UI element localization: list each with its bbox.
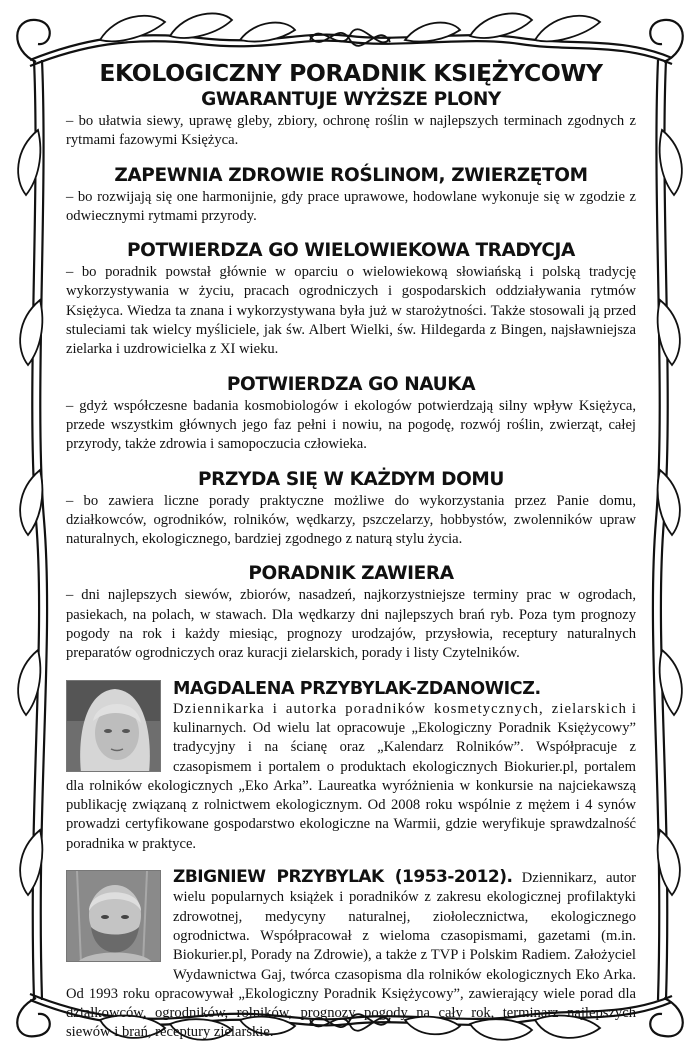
section-text: – dni najlepszych siewów, zbiorów, nasadzeń, najkorzystniejsze terminy prac w ogrodach, pasiekach, na polach, w stawach. Dla wędkarzy dni najlepszych brań ryb. Poza tym prognozy pogody na rok i każdy miesiąc, prognozy urodzajów, przysłowia, receptury naturalnych preparatów ogrodniczych oraz kuracji zielarskich, porady i listy Czytelników. — [66, 587, 636, 662]
section-heading: PORADNIK ZAWIERA — [248, 563, 454, 585]
section-text: – bo zawiera liczne porady praktyczne możliwe do wykorzystania przez Panie domu, działkowców, ogrodników, rolników, wędkarzy, pszczelarzy, hobbystów, zwolenników upraw naturalnych, ekologicznego, bardziej zgodnego z naturą stylu życia. — [66, 492, 636, 548]
section-zawiera — [66, 562, 636, 663]
section-nauka — [66, 373, 636, 455]
section-heading: GWARANTUJE WYŻSZE PLONY — [201, 89, 501, 110]
section-text: – bo ułatwia siewy, uprawę gleby, zbiory, ochronę roślin w najlepszych terminach zgodnych z rytmami fazowymi Księżyca. — [66, 113, 636, 149]
section-text: – gdyż współczesne badania kosmobiologów i ekologów potwierdzają silny wpływ Księżyca, przede wszystkim głównych jego faz pełni i nowiu, na pogodę, rozwój roślin, zwierząt, całej przyrody, także zdrowia i samopoczucia człowieka. — [66, 397, 636, 453]
author-bio-magdalena — [66, 678, 636, 854]
document-content — [66, 58, 636, 1043]
section-plony — [66, 88, 636, 151]
author-photo-zbigniew — [66, 870, 161, 962]
section-zdrowie — [66, 164, 636, 227]
author-bio-rest: Dziennikarz, autor wielu popularnych książek i poradników z zakresu ekologicznej profilaktyki zdrowotnej, medycyny naturalnej, ziołolecznictwa, ekologicznego ogrodnictwa. Współpracował z wieloma czasopismami, gazetami (m.in. Biokurier.pl, Porady na Zdrowie), a także z TVP i Polskim Radiem. Założyciel Wydawnictwa Gaj, twórca czasopisma dla rolników ekologicznych Eko Arka. Od 1993 roku opracowywał „Ekologiczny Poradnik Księżycowy”, zawierający wiele porad dla działkowców, ogrodników, rolników, prognozy pogody na cały rok, terminarz najlepszych siewów i brań, receptury zielarskie. — [66, 870, 636, 1041]
author-name: MAGDALENA PRZYBYLAK-ZDANOWICZ. — [173, 678, 541, 699]
section-heading: ZAPEWNIA ZDROWIE ROŚLINOM, ZWIERZĘTOM — [114, 164, 588, 186]
page-title: EKOLOGICZNY PORADNIK KSIĘŻYCOWY — [99, 59, 603, 87]
section-text: – bo poradnik powstał głównie w oparciu o wielowiekową słowiańską i polską tradycję wykorzystywania w życiu, pracach ogrodniczych i gospodarskich oddziaływania rytmów Księżyca. Wiedza ta znana i wykorzystywana była już w starożytności. Także stosowali ją przed stuleciami tak wielcy myśliciele, jak św. Albert Wielki, św. Hildegarda z Bingen, najsławniejsza zielarka i uzdrowicielka z XI wieku. — [66, 264, 636, 358]
section-heading: POTWIERDZA GO NAUKA — [226, 373, 476, 395]
section-dom — [66, 468, 636, 550]
section-text: – bo rozwijają się one harmonijnie, gdy prace uprawowe, hodowlane wykonuje się w zgodzie z odwiecznymi rytmami przyrody. — [66, 188, 636, 224]
section-heading: PRZYDA SIĘ W KAŻDYM DOMU — [197, 468, 505, 490]
section-heading: POTWIERDZA GO WIELOWIEKOWA TRADYCJA — [127, 240, 575, 262]
author-name: ZBIGNIEW PRZYBYLAK (1953-2012). — [173, 867, 513, 888]
portrait-man-image — [67, 871, 161, 962]
author-bio-first-line: Dziennikarka i autorka poradników kosmetycznych, zielarskich — [173, 700, 628, 717]
author-bio-zbigniew — [66, 868, 636, 1043]
portrait-woman-image — [67, 681, 161, 772]
author-photo-magdalena — [66, 680, 161, 772]
section-tradycja — [66, 239, 636, 359]
author-bio-rest: i kulinarnych. Od wielu lat opracowuje „Ekologiczny Poradnik Księżycowy” tradycyjny i na ścianę oraz „Kalendarz Rolników”. Współpracuje z czasopismem i portalem o produktach ekologicznych Biokurier.pl, portalem dla rolników ekologicznych „Eko Arka”. Laureatka wyróżnienia w konkursie na najciekawszą publikację związaną z rolnictwem ekologicznym. Od 2008 roku wspólnie z mężem i 4 synów prowadzi certyfikowane gospodarstwo ekologiczne na Warmii, gdzie weryfikuje sprawdzalność poradnika w praktyce. — [66, 700, 636, 852]
